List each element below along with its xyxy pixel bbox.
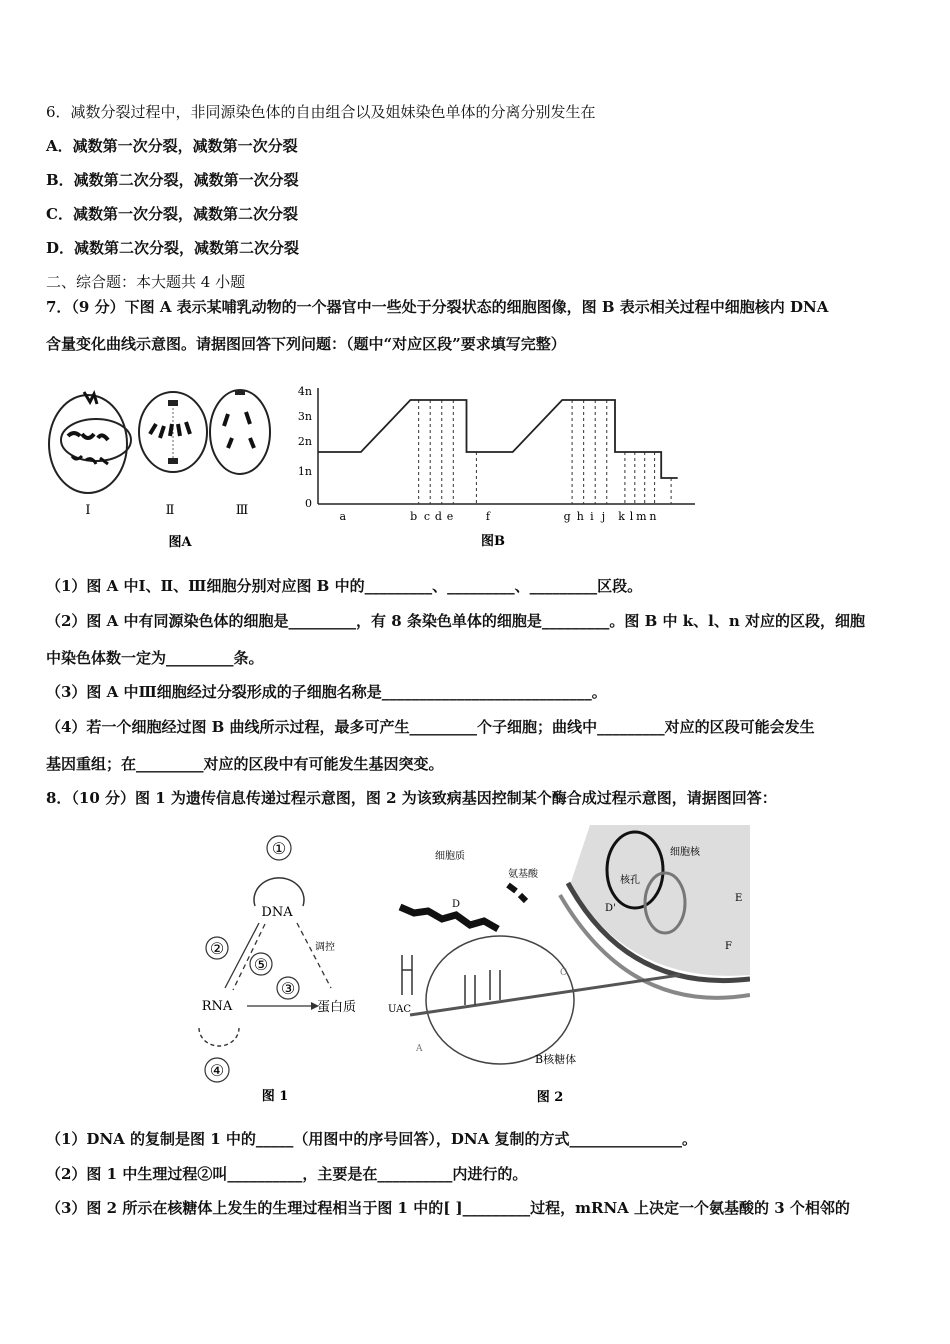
y-tick-4n: 4n <box>297 385 312 398</box>
nuclear-pore-label: 核孔 <box>620 875 640 886</box>
q7-sub2-line1: （2）图 A 中有同源染色体的细胞是_________，有 8 条染色单体的细胞是_________。图 B 中 k、l、n 对应的区段，细胞 <box>46 612 865 630</box>
replication-loop <box>254 878 304 906</box>
q6-option-a: A．减数第一次分裂，减数第一次分裂 <box>46 137 298 155</box>
x-tick-labels <box>339 510 656 523</box>
x-tick-n: n <box>649 510 657 523</box>
x-tick-g: g <box>563 510 571 523</box>
node-1-label: ① <box>271 839 287 858</box>
q6-option-c: C．减数第一次分裂，减数第二次分裂 <box>46 205 298 223</box>
label-e: E <box>735 893 743 904</box>
rna-label: RNA <box>201 999 233 1014</box>
x-tick-d: d <box>434 510 442 523</box>
polypeptide-chain <box>400 907 498 929</box>
label-a: A <box>416 1044 423 1054</box>
cell-1-label: Ⅰ <box>85 503 91 518</box>
y-tick-1n: 1n <box>297 465 312 478</box>
figure-a-caption: 图A <box>168 535 192 550</box>
mrna-strand <box>410 975 680 1015</box>
arrow-regulation <box>297 923 331 988</box>
figure-1 <box>185 828 375 1108</box>
q7-sub1: （1）图 A 中Ⅰ、Ⅱ、Ⅲ细胞分别对应图 B 中的_________、_________、_________区段。 <box>46 577 643 595</box>
q8-sub2: （2）图 1 中生理过程②叫__________，主要是在__________内进行的。 <box>46 1165 528 1183</box>
nucleus-region <box>570 825 750 976</box>
cell-2 <box>139 392 207 472</box>
x-tick-e: e <box>446 510 454 523</box>
rna-replication-loop <box>199 1028 239 1046</box>
x-tick-a: a <box>339 510 347 523</box>
node-4-label: ④ <box>209 1061 225 1080</box>
x-tick-l: l <box>629 510 634 523</box>
y-tick-0: 0 <box>305 497 312 510</box>
q7-sub3: （3）图 A 中Ⅲ细胞经过分裂形成的子细胞名称是____________________________。 <box>46 683 607 701</box>
x-tick-k: k <box>618 510 625 523</box>
dna-curve <box>318 400 678 478</box>
protein-label: 蛋白质 <box>317 1000 357 1015</box>
ribosome-b-label: B核糖体 <box>535 1053 577 1066</box>
q6-stem: 6．减数分裂过程中，非同源染色体的自由组合以及姐妹染色单体的分离分别发生在 <box>46 103 596 121</box>
node-3-label: ③ <box>280 979 296 998</box>
q6-option-d: D．减数第二次分裂，减数第二次分裂 <box>46 239 300 257</box>
x-tick-i: i <box>590 510 594 523</box>
q8-sub3: （3）图 2 所示在核糖体上发生的生理过程相当于图 1 中的[ ]_________过程，mRNA 上决定一个氨基酸的 3 个相邻的 <box>46 1199 850 1217</box>
x-tick-m: m <box>636 510 647 523</box>
x-tick-j: j <box>601 510 606 523</box>
q8-stem: 8．（10 分）图 1 为遗传信息传递过程示意图，图 2 为该致病基因控制某个酶合成过程示意图，请据图回答： <box>46 789 777 807</box>
label-d-prime: D' <box>605 903 616 914</box>
trna-left <box>402 955 412 995</box>
q7-sub2-line2: 中染色体数一定为_________条。 <box>46 649 264 667</box>
node-2-label: ② <box>209 939 225 958</box>
x-tick-b: b <box>410 510 418 523</box>
cytoplasm-label: 细胞质 <box>435 851 465 862</box>
x-tick-h: h <box>576 510 584 523</box>
q7-stem-line1: 7．（9 分）下图 A 表示某哺乳动物的一个器官中一些处于分裂状态的细胞图像，图 B 表示相关过程中细胞核内 DNA <box>46 298 829 316</box>
cell-1 <box>49 392 131 493</box>
figure-2-caption: 图 2 <box>536 1090 564 1105</box>
cell-3-label: Ⅲ <box>235 503 249 518</box>
label-d: D <box>452 899 461 910</box>
section-heading: 二、综合题：本大题共 4 小题 <box>46 273 246 291</box>
figure-b-caption: 图B <box>481 534 505 549</box>
figure-b-chart <box>290 380 700 552</box>
note-label: 调控 <box>315 942 335 953</box>
label-f: F <box>725 941 732 952</box>
figure-2 <box>380 825 750 1110</box>
x-tick-c: c <box>423 510 430 523</box>
y-tick-2n: 2n <box>297 435 312 448</box>
q7-sub4-line1: （4）若一个细胞经过图 B 曲线所示过程，最多可产生_________个子细胞；曲线中_________对应的区段可能会发生 <box>46 718 815 736</box>
nucleus-label: 细胞核 <box>670 847 700 858</box>
node-5-label: ⑤ <box>253 955 269 974</box>
q7-stem-line2: 含量变化曲线示意图。请据图回答下列问题：（题中“对应区段”要求填写完整） <box>46 335 566 353</box>
dna-label: DNA <box>261 905 293 920</box>
cell-3 <box>210 390 270 474</box>
q6-option-b: B．减数第二次分裂，减数第一次分裂 <box>46 171 299 189</box>
cell-2-label: Ⅱ <box>165 503 175 518</box>
trna-pair <box>465 970 500 1005</box>
label-c: C <box>560 968 567 978</box>
y-tick-3n: 3n <box>297 410 312 423</box>
q7-sub4-line2: 基因重组；在_________对应的区段中有可能发生基因突变。 <box>46 755 444 773</box>
x-tick-f: f <box>485 510 490 523</box>
amino-acid-label: 氨基酸 <box>508 869 538 880</box>
q8-sub1: （1）DNA 的复制是图 1 中的_____（用图中的序号回答），DNA 复制的方式_______________。 <box>46 1130 697 1148</box>
figure-1-caption: 图 1 <box>261 1089 289 1104</box>
figure-a <box>46 362 276 552</box>
anticodon-label: UAC <box>388 1004 411 1015</box>
